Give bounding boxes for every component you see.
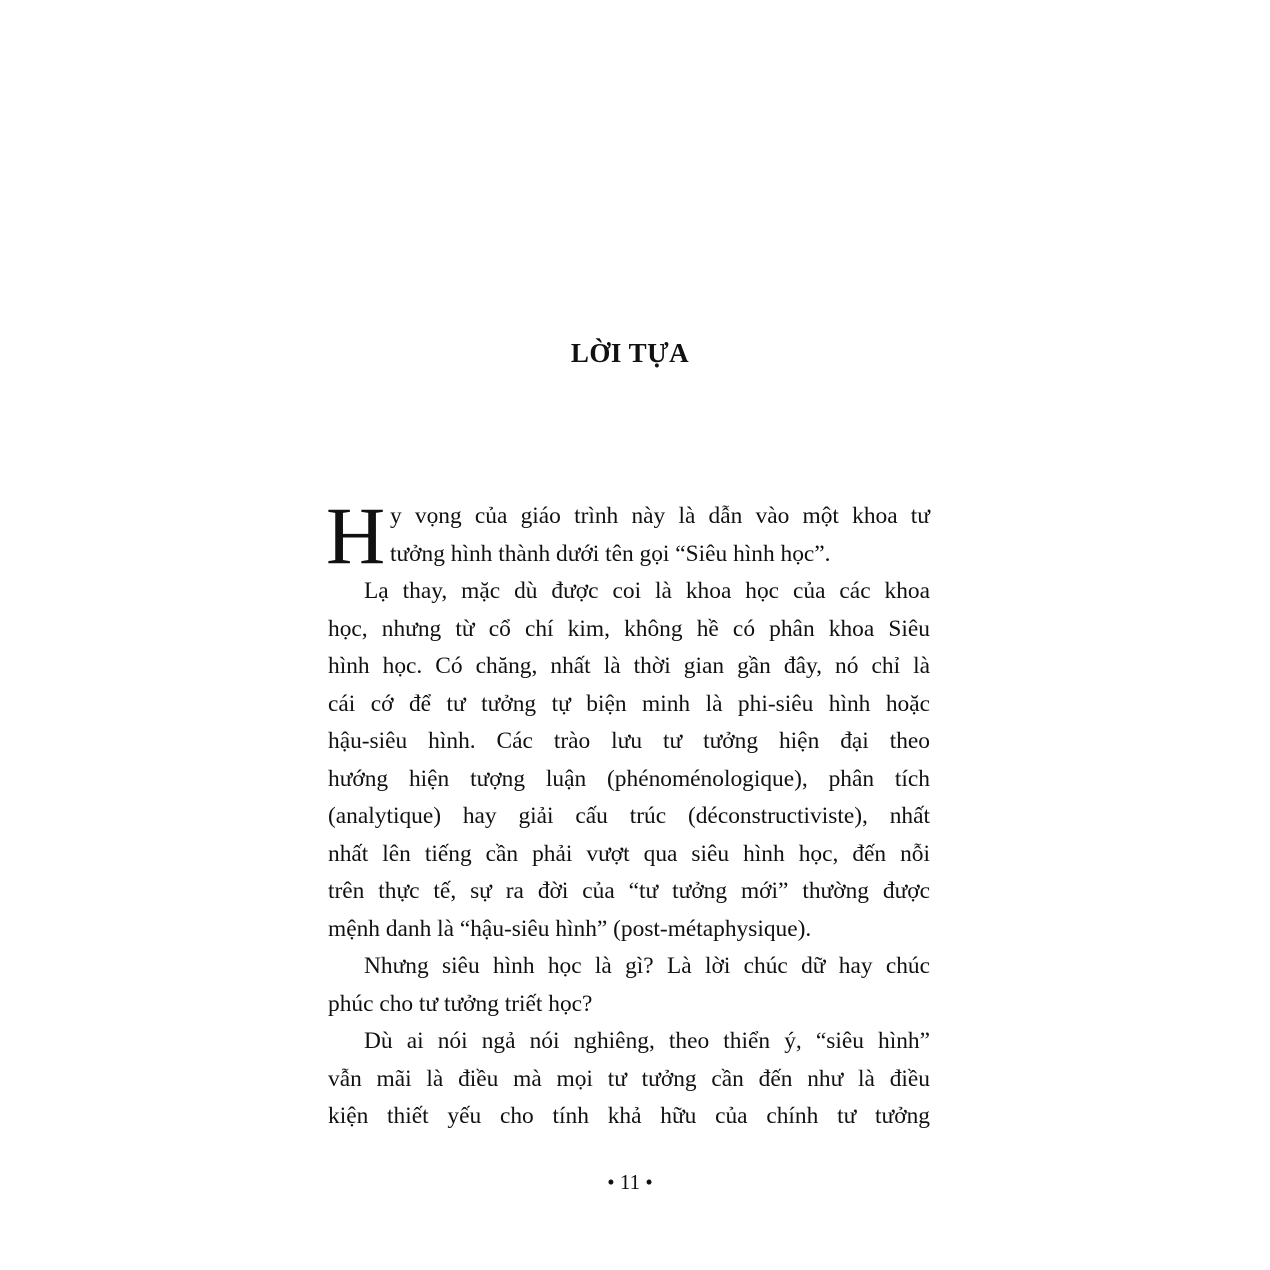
text-line: hướng hiện tượng luận (phénoménologique), phân tích: [328, 765, 930, 792]
text-line: hình học. Có chăng, nhất là thời gian gần đây, nó chỉ là: [328, 653, 930, 679]
text-line: trên thực tế, sự ra đời của “tư tưởng mới” thường được: [328, 878, 930, 904]
text-line: kiện thiết yếu cho tính khả hữu của chính tư tưởng: [328, 1103, 930, 1129]
text-line: tưởng hình thành dưới tên gọi “Siêu hình học”.: [390, 540, 831, 567]
text-line: phúc cho tư tưởng triết học?: [328, 990, 593, 1017]
text-line: Lạ thay, mặc dù được coi là khoa học của các khoa: [364, 578, 930, 604]
text-line: cái cớ để tư tưởng tự biện minh là phi-siêu hình hoặc: [328, 690, 930, 717]
text-line: Dù ai nói ngả nói nghiêng, theo thiển ý, “siêu hình”: [364, 1028, 930, 1054]
body-text: [326, 490, 930, 1136]
text-line: vẫn mãi là điều mà mọi tư tưởng cần đến như là điều: [328, 1065, 930, 1092]
text-line: học, nhưng từ cổ chí kim, không hề có phân khoa Siêu: [328, 615, 930, 642]
drop-cap: H: [326, 490, 386, 581]
text-line: (analytique) hay giải cấu trúc (déconstructiviste), nhất: [328, 803, 930, 829]
text-line: hậu-siêu hình. Các trào lưu tư tưởng hiện đại theo: [328, 728, 930, 754]
text-line: mệnh danh là “hậu-siêu hình” (post-métaphysique).: [328, 915, 812, 942]
chapter-title: LỜI TỰA: [570, 338, 690, 368]
page-number: • 11 •: [607, 1170, 653, 1194]
text-line: Nhưng siêu hình học là gì? Là lời chúc dữ hay chúc: [364, 953, 930, 979]
text-line: y vọng của giáo trình này là dẫn vào một khoa tư: [390, 503, 930, 529]
text-line: nhất lên tiếng cần phải vượt qua siêu hình học, đến nỗi: [328, 840, 930, 867]
